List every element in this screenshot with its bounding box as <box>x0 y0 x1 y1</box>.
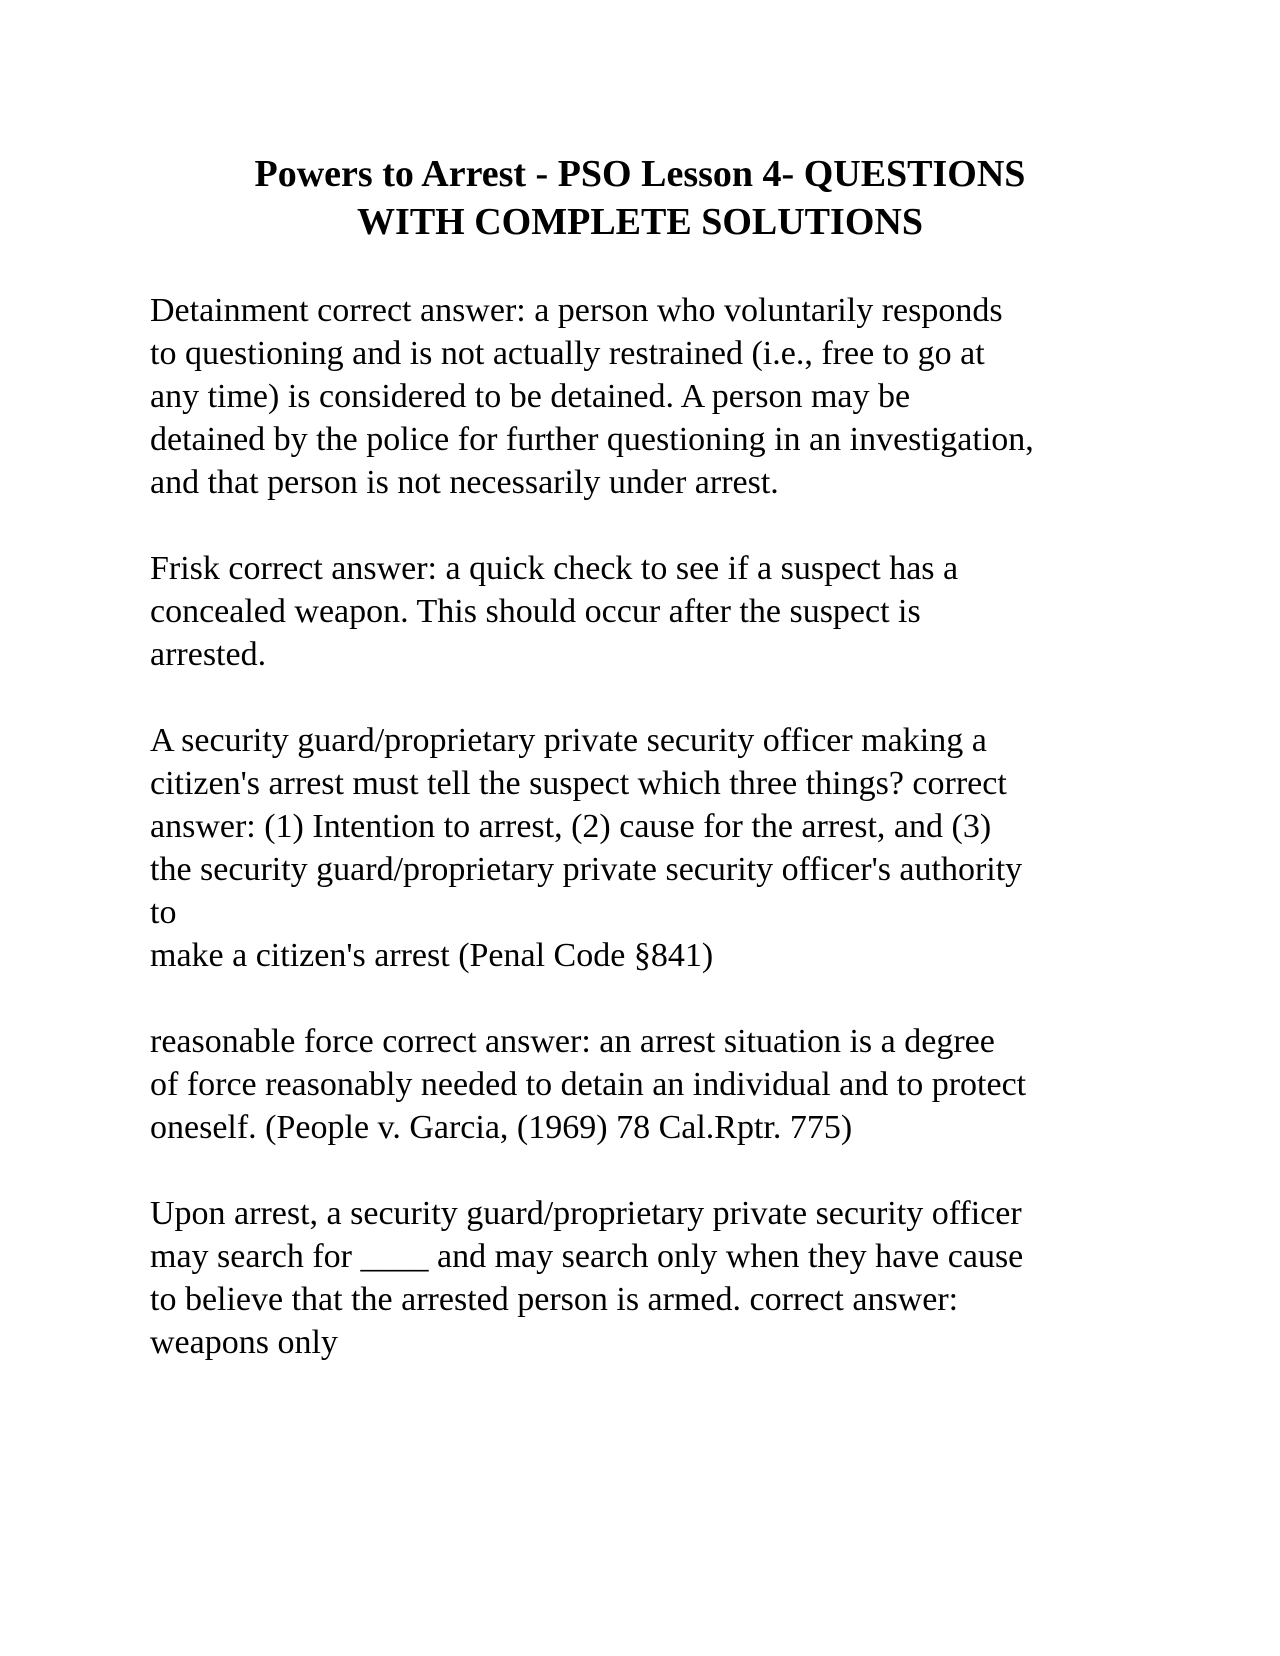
text-line: detained by the police for further questioning in an investigation, <box>150 421 1034 458</box>
text-line: the security guard/proprietary private security officer's authority <box>150 851 1023 888</box>
text-line: Detainment correct answer: a person who voluntarily responds <box>150 292 1003 329</box>
qa-reasonable-force <box>150 1020 1160 1149</box>
text-line: make a citizen's arrest (Penal Code §841) <box>150 937 714 974</box>
qa-search-upon-arrest <box>150 1192 1160 1364</box>
text-line: to <box>150 894 177 931</box>
text-line: reasonable force correct answer: an arrest situation is a degree <box>150 1023 995 1060</box>
text-line: oneself. (People v. Garcia, (1969) 78 Cal.Rptr. 775) <box>150 1109 853 1146</box>
text-line: any time) is considered to be detained. A person may be <box>150 378 911 415</box>
text-line: and that person is not necessarily under arrest. <box>150 464 779 501</box>
text-line: may search for ____ and may search only when they have cause <box>150 1238 1024 1275</box>
text-line: A security guard/proprietary private security officer making a <box>150 722 987 759</box>
text-line: concealed weapon. This should occur after the suspect is <box>150 593 921 630</box>
qa-citizens-arrest <box>150 719 1160 977</box>
title-line: Powers to Arrest - PSO Lesson 4- QUESTIONS <box>254 153 1026 195</box>
document-title <box>150 150 1130 246</box>
qa-detainment <box>150 289 1160 504</box>
text-line: citizen's arrest must tell the suspect which three things? correct <box>150 765 1007 802</box>
qa-frisk <box>150 547 1160 676</box>
text-line: to questioning and is not actually restrained (i.e., free to go at <box>150 335 985 372</box>
text-line: to believe that the arrested person is armed. correct answer: <box>150 1281 959 1318</box>
text-line: weapons only <box>150 1324 338 1361</box>
text-line: arrested. <box>150 636 267 673</box>
text-line: Frisk correct answer: a quick check to see if a suspect has a <box>150 550 959 587</box>
title-line: WITH COMPLETE SOLUTIONS <box>357 201 923 243</box>
text-line: answer: (1) Intention to arrest, (2) cause for the arrest, and (3) <box>150 808 992 845</box>
text-line: of force reasonably needed to detain an individual and to protect <box>150 1066 1027 1103</box>
text-line: Upon arrest, a security guard/proprietary private security officer <box>150 1195 1022 1232</box>
document-body <box>150 289 1160 1407</box>
